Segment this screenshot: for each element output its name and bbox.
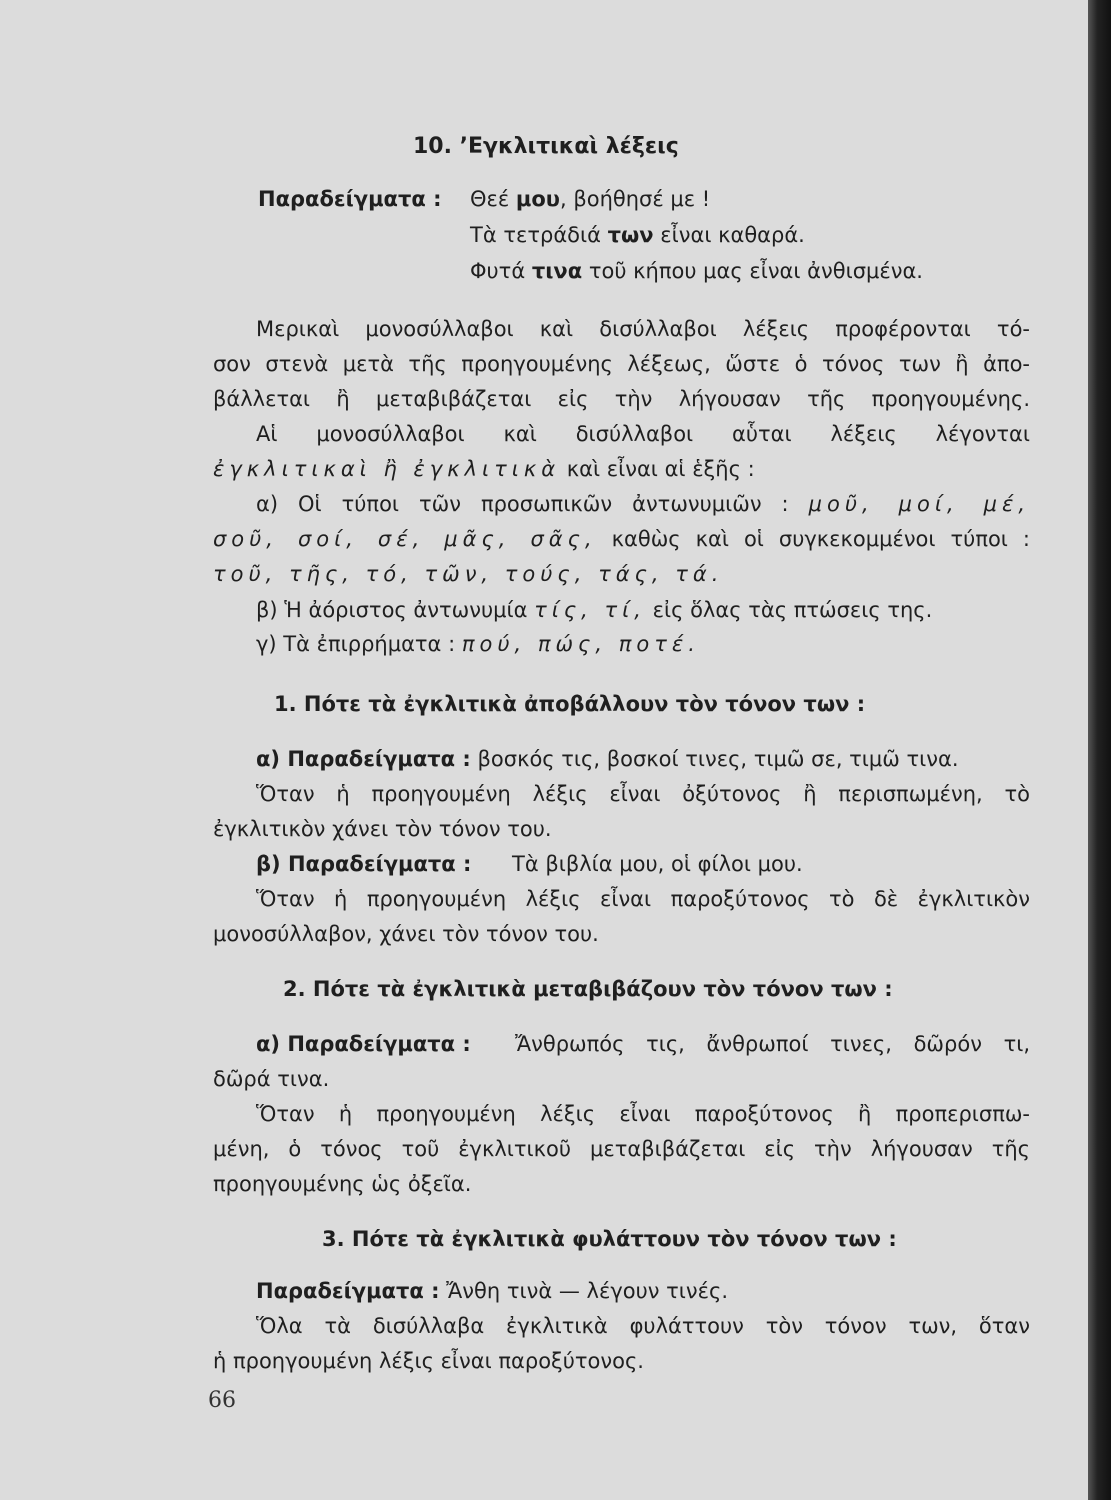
s3-rule-line-2: ἡ προηγουμένη λέξις εἶναι παροξύτονος. — [213, 1349, 644, 1373]
intro-line-2: σον στενὰ μετὰ τῆς προηγουμένης λέξεως, ὥστε ὁ τόνος των ἢ ἀπο- — [213, 352, 1030, 376]
list-a-line-1: α) Οἱ τύποι τῶν προσωπικῶν ἀντωνυμιῶν : μοῦ, μοί, μέ, — [256, 492, 1031, 516]
s2-rule-line-2: μένη, ὁ τόνος τοῦ ἐγκλιτικοῦ μεταβιβάζεται εἰς τὴν λήγουσαν τῆς — [213, 1137, 1030, 1161]
list-a-line-2: σοῦ, σοί, σέ, μᾶς, σᾶς, καθὼς καὶ οἱ συγκεκομμένοι τύποι : — [213, 527, 1030, 551]
heading-1: 1. Πότε τὰ ἐγκλιτικὰ ἀποβάλλουν τὸν τόνον των : — [274, 692, 866, 716]
s2-rule-line-1: Ὅταν ἡ προηγουμένη λέξις εἶναι παροξύτονος ἢ προπερισπω- — [256, 1102, 1030, 1126]
s2-example-text: Ἄνθρωπός τις, ἄνθρωποί τινες, δῶρόν τι, — [515, 1032, 1030, 1056]
section-title: 10. ’Εγκλιτικαὶ λέξεις — [413, 134, 679, 159]
s3-example: Παραδείγματα : Ἄνθη τινὰ — λέγουν τινές. — [256, 1279, 728, 1303]
examples-label: Παραδείγματα : — [258, 187, 442, 211]
example-line-2: Τὰ τετράδιά των εἶναι καθαρά. — [470, 223, 805, 247]
s1-rule-line-1: Ὅταν ἡ προηγουμένη λέξις εἶναι ὀξύτονος ἢ περισπωμένη, τὸ — [256, 782, 1030, 806]
list-a-line-3: τοῦ, τῆς, τό, τῶν, τούς, τάς, τά. — [213, 562, 724, 586]
heading-2: 2. Πότε τὰ ἐγκλιτικὰ μεταβιβάζουν τὸν τόνον των : — [283, 977, 893, 1001]
s1-example-b-text: Τὰ βιβλία μου, οἱ φίλοι μου. — [512, 852, 803, 876]
s2-rule-line-3: προηγουμένης ὡς ὀξεῖα. — [213, 1172, 472, 1196]
s1-rule-line-4: μονοσύλλαβον, χάνει τὸν τόνον του. — [213, 922, 599, 946]
s1-rule-line-3: Ὅταν ἡ προηγουμένη λέξις εἶναι παροξύτονος τὸ δὲ ἐγκλιτικὸν — [256, 887, 1030, 911]
intro-line-4: Αἱ μονοσύλλαβοι καὶ δισύλλαβοι αὗται λέξεις λέγονται — [256, 422, 1030, 446]
s1-rule-line-2: ἐγκλιτικὸν χάνει τὸν τόνον του. — [213, 817, 552, 841]
example-line-3: Φυτά τινα τοῦ κήπου μας εἶναι ἀνθισμένα. — [470, 259, 923, 283]
intro-line-5: ἐγκλιτικαὶ ἢ ἐγκλιτικὰ καὶ εἶναι αἱ ἑξῆς : — [213, 457, 755, 481]
s1-example-a: α) Παραδείγματα : βοσκός τις, βοσκοί τινες, τιμῶ σε, τιμῶ τινα. — [256, 747, 959, 771]
list-b-line: β) Ἡ ἀόριστος ἀντωνυμία τίς, τί, εἰς ὅλας τὰς πτώσεις της. — [256, 598, 933, 622]
intro-line-3: βάλλεται ἢ μεταβιβάζεται εἰς τὴν λήγουσαν τῆς προηγουμένης. — [213, 387, 1030, 411]
s2-example-label: α) Παραδείγματα : — [256, 1032, 471, 1056]
s1-example-b-label: β) Παραδείγματα : — [256, 852, 472, 876]
s3-rule-line-1: Ὅλα τὰ δισύλλαβα ἐγκλιτικὰ φυλάττουν τὸν τόνον των, ὅταν — [256, 1314, 1030, 1338]
s2-example-line-2: δῶρά τινα. — [213, 1067, 330, 1091]
example-line-1: Θεέ μου, βοήθησέ με ! — [470, 187, 711, 211]
heading-3: 3. Πότε τὰ ἐγκλιτικὰ φυλάττουν τὸν τόνον των : — [322, 1227, 897, 1251]
page-number: 66 — [208, 1388, 236, 1413]
intro-line-1: Μερικαὶ μονοσύλλαβοι καὶ δισύλλαβοι λέξεις προφέρονται τό- — [256, 317, 1030, 341]
list-c-line: γ) Τὰ ἐπιρρήματα : πού, πώς, ποτέ. — [256, 632, 700, 656]
book-spine-edge — [1088, 0, 1111, 1500]
